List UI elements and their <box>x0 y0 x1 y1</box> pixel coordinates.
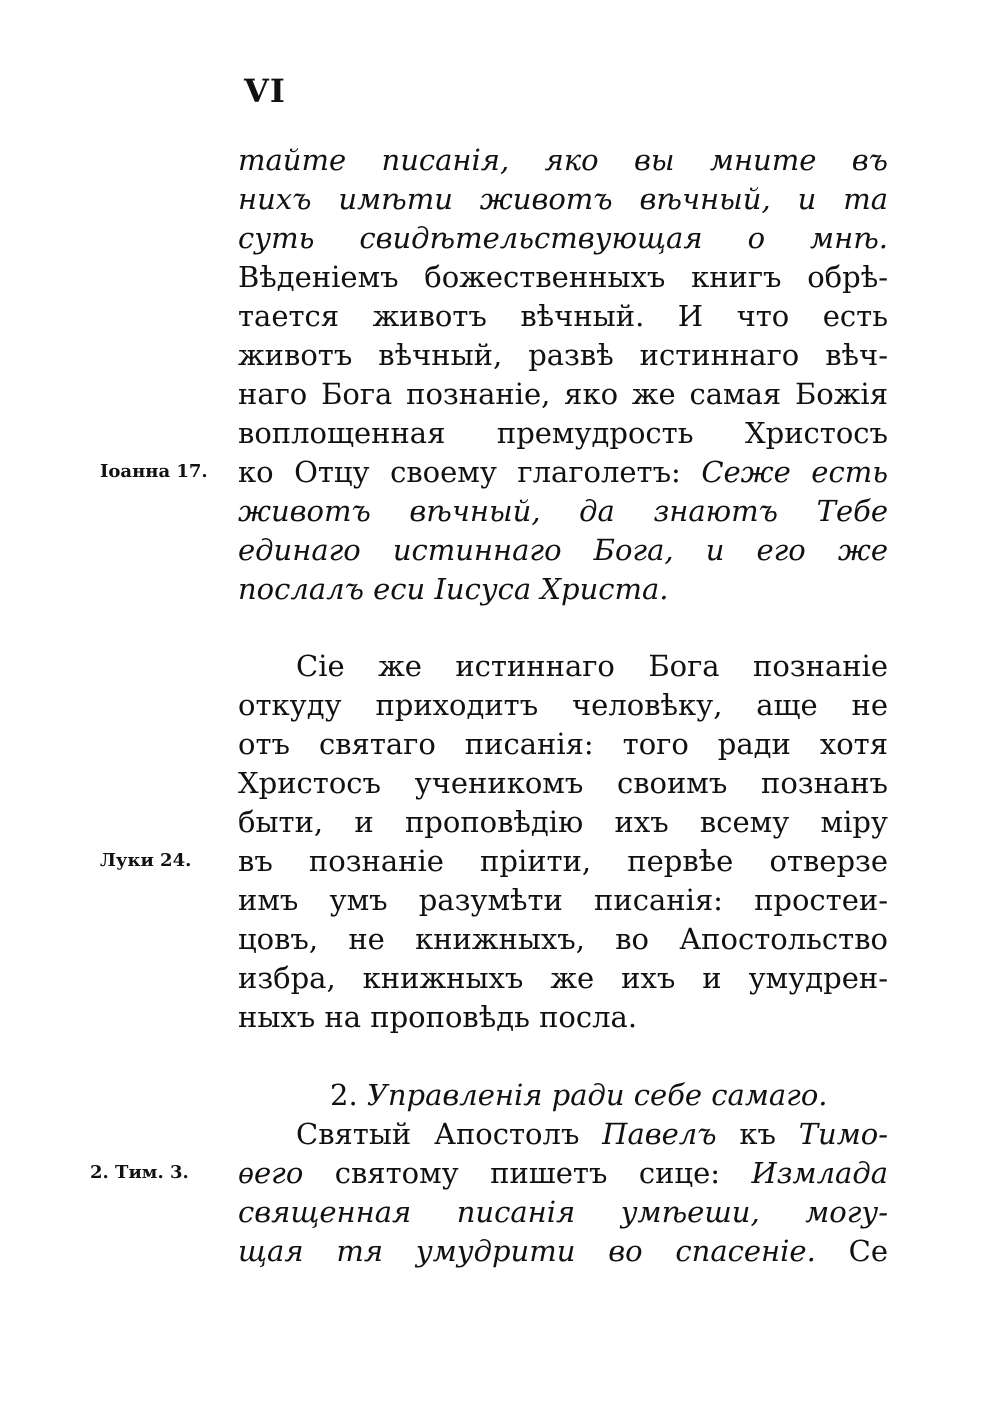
text-line <box>238 452 888 492</box>
text-segment: Се <box>848 1234 888 1268</box>
margin-note-ioann: Іоанна 17. <box>100 461 208 482</box>
text-line <box>238 1153 888 1193</box>
text-line: ныхъ на проповѣдь посла. <box>238 1000 638 1034</box>
text-line <box>238 1231 888 1271</box>
section-heading <box>330 1075 888 1115</box>
text-line: тается животъ вѣчный. И что есть <box>238 299 888 333</box>
section-number: 2. <box>330 1078 358 1112</box>
text-line: суть свидѣтельствующая о мнѣ. <box>238 221 888 255</box>
text-segment-italic: ѳего <box>238 1156 304 1190</box>
text-segment-italic: щая тя умудрити во спасеніе. <box>238 1234 816 1268</box>
text-line: въ познаніе пріити, первѣе отверзе <box>238 844 888 878</box>
page-number: VI <box>244 72 286 110</box>
text-line: Вѣденіемъ божественныхъ книгъ обрѣ- <box>238 260 888 294</box>
text-line: послалъ еси Іисуса Христа. <box>238 572 669 606</box>
text-segment: ко Отцу своему глаголетъ: <box>238 455 681 489</box>
text-segment-italic: Тимо- <box>798 1117 889 1151</box>
text-line: быти, и проповѣдію ихъ всему міру <box>238 805 888 839</box>
text-segment-italic: Павелъ <box>602 1117 717 1151</box>
margin-note-tim: 2. Тим. 3. <box>90 1162 189 1183</box>
text-line: воплощенная премудрость Христосъ <box>238 416 888 450</box>
text-line: имъ умъ разумѣти писанія: простеи- <box>238 883 888 917</box>
text-line: отъ святаго писанія: того ради хотя <box>238 727 888 761</box>
text-line: Сіе же истиннаго Бога познаніе <box>296 649 888 683</box>
text-line: животъ вѣчный, да знаютъ Тебе <box>238 494 888 528</box>
text-segment: святому пишетъ сице: <box>334 1156 720 1190</box>
text-line: единаго истиннаго Бога, и его же <box>238 533 888 567</box>
margin-note-luki: Луки 24. <box>100 850 192 871</box>
text-line: цовъ, не книжныхъ, во Апостольство <box>238 922 888 956</box>
text-line: тайте писанія, яко вы мните въ <box>238 143 888 177</box>
text-line <box>296 1114 888 1154</box>
text-segment: Святый Апостолъ <box>296 1117 580 1151</box>
text-segment: къ <box>739 1117 776 1151</box>
section-title: Управленія ради себе самаго. <box>366 1078 828 1112</box>
text-line: откуду приходитъ человѣку, аще не <box>238 688 888 722</box>
text-line: священная писанія умѣеши, могу- <box>238 1195 888 1229</box>
text-line: наго Бога познаніе, яко же самая Божія <box>238 377 888 411</box>
text-line: Христосъ ученикомъ своимъ познанъ <box>238 766 888 800</box>
text-segment-italic: Сеже есть <box>701 455 888 489</box>
text-line: животъ вѣчный, развѣ истиннаго вѣч- <box>238 338 888 372</box>
text-line: нихъ имѣти животъ вѣчный, и та <box>238 182 888 216</box>
text-segment-italic: Измлада <box>751 1156 889 1190</box>
text-line: избра, книжныхъ же ихъ и умудрен- <box>238 961 888 995</box>
